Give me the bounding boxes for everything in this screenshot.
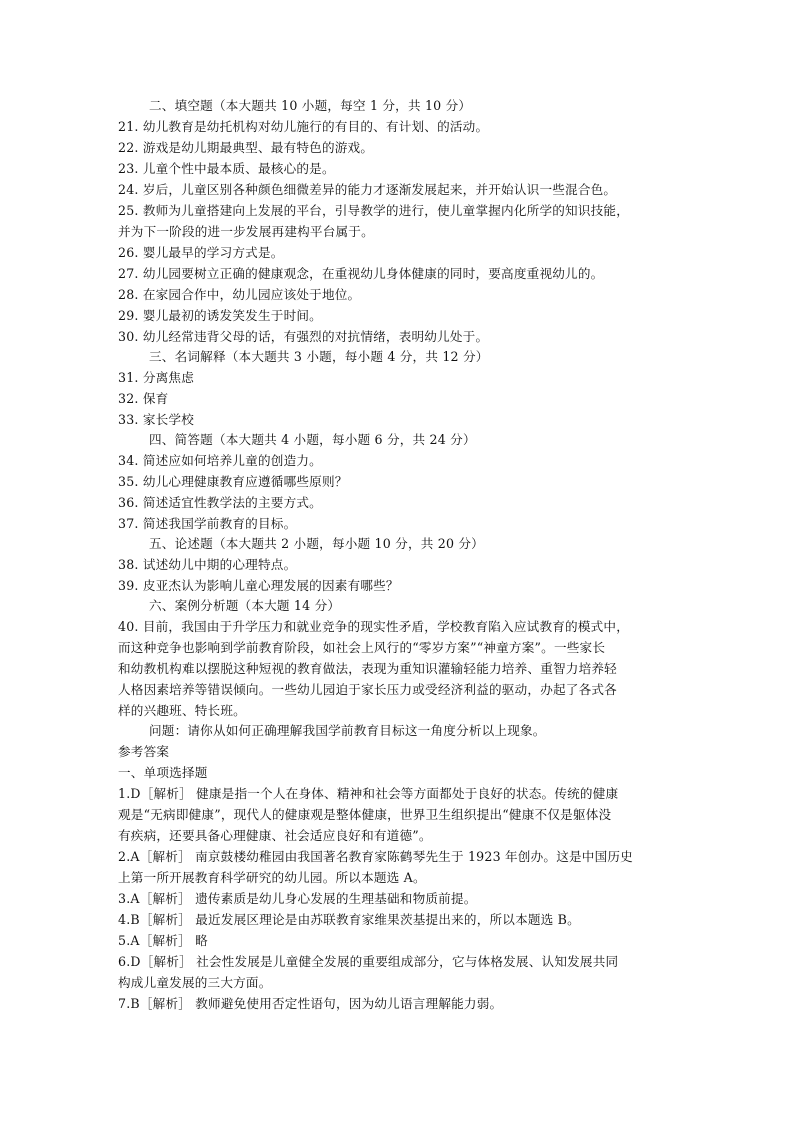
- short-section-title: 四、简答题（本大题共 4 小题，每小题 6 分，共 24 分）: [149, 432, 476, 447]
- answer-2-line-2: 上第一所开展教育科学研究的幼儿园。所以本题选 A。: [118, 870, 426, 885]
- answer-1-line-3: 有疾病，还要具备心理健康、社会适应良好和有道德”。: [118, 828, 432, 843]
- answer-5: 5.A［解析］ 略: [118, 933, 208, 948]
- case-question: 问题：请你从如何正确理解我国学前教育目标这一角度分析以上现象。: [149, 723, 546, 738]
- answers-title: 参考答案: [118, 744, 170, 759]
- answer-6-line-2: 构成儿童发展的三大方面。: [118, 975, 272, 990]
- answer-1-line-2: 观是“无病即健康”，现代人的健康观是整体健康，世界卫生组织提出“健康不仅是躯体没: [118, 807, 612, 822]
- question-31: 31. 分离焦虑: [118, 370, 195, 385]
- answer-2-line-1: 2.A［解析］ 南京鼓楼幼稚园由我国著名教育家陈鹤琴先生于 1923 年创办。这是中国历史: [118, 849, 633, 864]
- answers-section: 一、单项选择题: [118, 765, 208, 780]
- essay-section-title: 五、论述题（本大题共 2 小题，每小题 10 分，共 20 分）: [149, 536, 484, 551]
- answer-1-line-1: 1.D［解析］ 健康是指一个人在身体、精神和社会等方面都处于良好的状态。传统的健康: [118, 786, 619, 801]
- question-21: 21. 幼儿教育是幼托机构对幼儿施行的有目的、有计划、的活动。: [118, 119, 489, 134]
- question-40-line-2: 而这种竞争也影响到学前教育阶段，如社会上风行的“零岁方案”“神童方案”。一些家长: [118, 640, 606, 655]
- question-40-line-5: 样的兴趣班、特长班。: [118, 703, 246, 718]
- answer-7: 7.B［解析］ 教师避免使用否定性语句，因为幼儿语言理解能力弱。: [118, 996, 503, 1011]
- fill-section-title: 二、填空题（本大题共 10 小题，每空 1 分，共 10 分）: [149, 98, 472, 113]
- question-34: 34. 简述应如何培养儿童的创造力。: [118, 453, 322, 468]
- question-36: 36. 简述适宜性教学法的主要方式。: [118, 495, 322, 510]
- question-28: 28. 在家园合作中，幼儿园应该处于地位。: [118, 287, 361, 302]
- question-40-line-1: 40. 目前，我国由于升学压力和就业竞争的现实性矛盾，学校教育陷入应试教育的模式中，: [118, 619, 629, 634]
- question-39: 39. 皮亚杰认为影响儿童心理发展的因素有哪些？: [118, 578, 399, 593]
- question-30: 30. 幼儿经常违背父母的话，有强烈的对抗情绪，表明幼儿处于。: [118, 329, 489, 344]
- question-27: 27. 幼儿园要树立正确的健康观念，在重视幼儿身体健康的同时，要高度重视幼儿的。: [118, 266, 604, 281]
- question-25: 25. 教师为儿童搭建向上发展的平台，引导教学的进行，使儿童掌握内化所学的知识技能，: [118, 203, 629, 218]
- question-40-line-3: 和幼教机构难以摆脱这种短视的教育做法，表现为重知识灌输轻能力培养、重智力培养轻: [118, 661, 617, 676]
- question-40-line-4: 人格因素培养等错误倾向。一些幼儿园迫于家长压力或受经济利益的驱动，办起了各式各: [118, 682, 617, 697]
- question-33: 33. 家长学校: [118, 412, 195, 427]
- question-35: 35. 幼儿心理健康教育应遵循哪些原则？: [118, 474, 348, 489]
- question-26: 26. 婴儿最早的学习方式是。: [118, 245, 284, 260]
- answer-3: 3.A［解析］ 遗传素质是幼儿身心发展的生理基础和物质前提。: [118, 891, 477, 906]
- question-25-cont: 并为下一阶段的进一步发展再建构平台属于。: [118, 224, 374, 239]
- question-38: 38. 试述幼儿中期的心理特点。: [118, 557, 297, 572]
- question-22: 22. 游戏是幼儿期最典型、最有特色的游戏。: [118, 140, 374, 155]
- question-23: 23. 儿童个性中最本质、最核心的是。: [118, 161, 335, 176]
- case-section-title: 六、案例分析题（本大题 14 分）: [149, 598, 341, 613]
- answer-6-line-1: 6.D［解析］ 社会性发展是儿童健全发展的重要组成部分，它与体格发展、认知发展共同: [118, 954, 619, 969]
- question-32: 32. 保育: [118, 391, 169, 406]
- question-29: 29. 婴儿最初的诱发笑发生于时间。: [118, 308, 322, 323]
- question-24: 24. 岁后，儿童区别各种颜色细微差异的能力才逐渐发展起来，并开始认识一些混合色。: [118, 182, 617, 197]
- noun-section-title: 三、名词解释（本大题共 3 小题，每小题 4 分，共 12 分）: [149, 349, 489, 364]
- question-37: 37. 简述我国学前教育的目标。: [118, 516, 297, 531]
- answer-4: 4.B［解析］ 最近发展区理论是由苏联教育家维果茨基提出来的，所以本题选 B。: [118, 912, 580, 927]
